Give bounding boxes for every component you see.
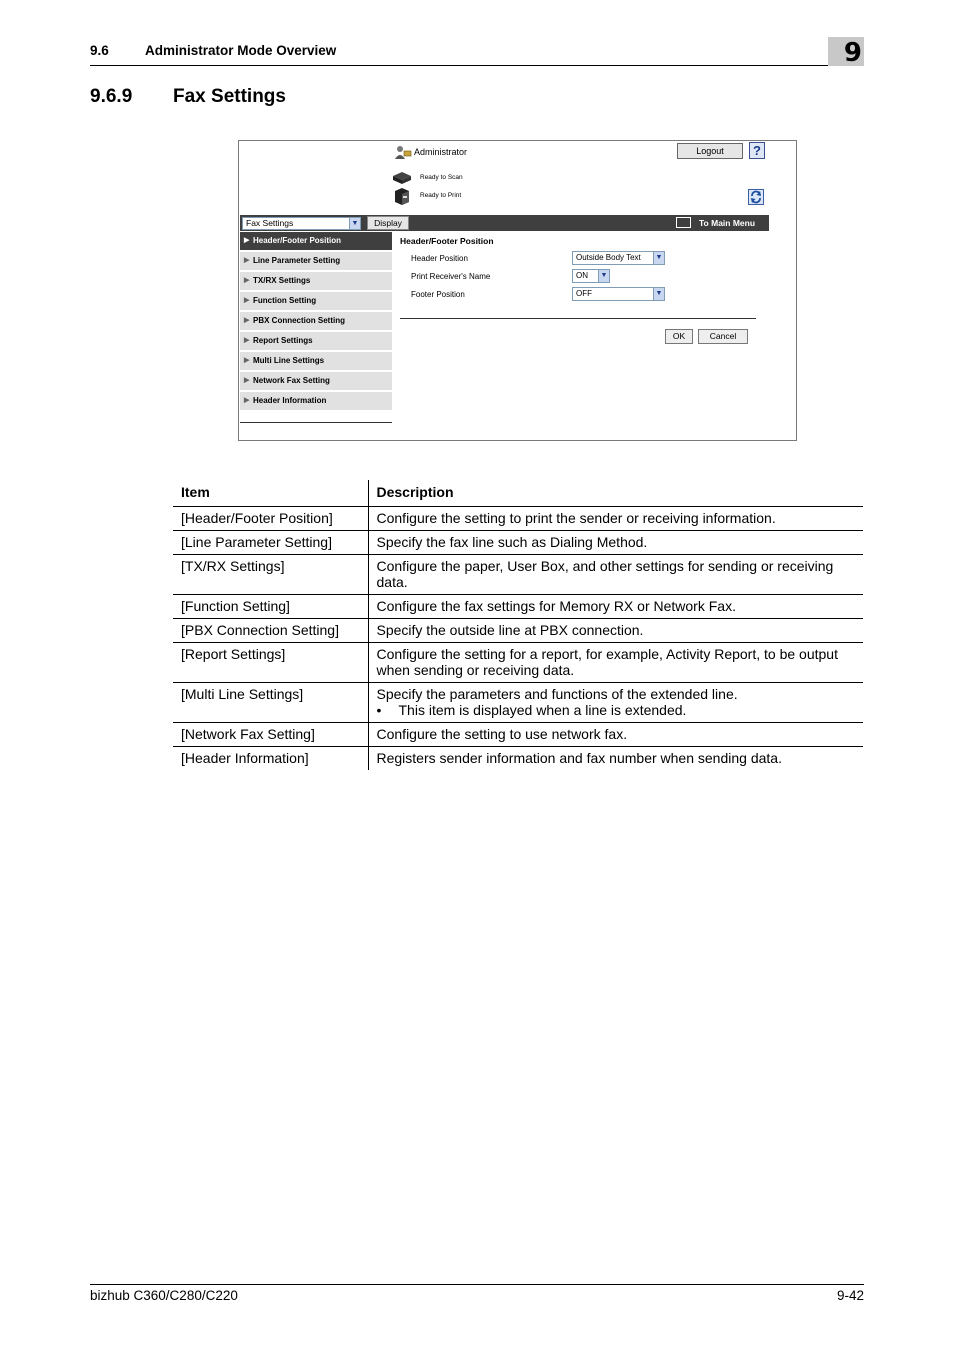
main-menu-icon[interactable] — [676, 217, 691, 228]
table-row — [173, 506, 863, 530]
category-select-value: Fax Settings — [246, 218, 294, 228]
row-item: [Header Information] — [173, 746, 368, 770]
row-item: [Network Fax Setting] — [173, 722, 368, 746]
menu-item-function-setting[interactable] — [240, 292, 392, 310]
footer-position-label: Footer Position — [411, 290, 465, 299]
ok-button[interactable]: OK — [665, 329, 693, 344]
triangle-right-icon: ▶ — [244, 237, 250, 244]
table-row — [173, 746, 863, 770]
menu-item-label: Network Fax Setting — [253, 376, 330, 385]
administrator-label: Administrator — [414, 147, 468, 157]
menu-item-label: TX/RX Settings — [253, 276, 311, 285]
refresh-icon[interactable] — [748, 189, 764, 205]
help-button[interactable]: ? — [749, 142, 765, 159]
logout-button[interactable]: Logout — [677, 143, 743, 159]
heading-number: 9.6.9 — [90, 86, 133, 107]
table-row — [173, 530, 863, 554]
triangle-right-icon: ▶ — [244, 297, 250, 304]
panel-title: Header/Footer Position — [400, 236, 494, 246]
category-select[interactable] — [242, 217, 361, 230]
section-number: 9.6 — [90, 43, 109, 58]
page-number: 9-42 — [836, 1288, 864, 1303]
chevron-down-icon: ▼ — [653, 288, 664, 300]
product-name: bizhub C360/C280/C220 — [90, 1288, 238, 1303]
menu-item-label: Line Parameter Setting — [253, 256, 341, 265]
column-header-description: Description — [368, 480, 863, 506]
triangle-right-icon: ▶ — [244, 317, 250, 324]
administrator-icon — [394, 145, 412, 160]
menu-item-label: Function Setting — [253, 296, 317, 305]
heading-title: Fax Settings — [173, 86, 286, 107]
menu-item-label: Header/Footer Position — [253, 236, 342, 245]
header-position-label: Header Position — [411, 254, 468, 263]
display-button[interactable]: Display — [367, 216, 409, 230]
row-description-cell — [368, 682, 863, 722]
footer-position-select[interactable] — [572, 287, 665, 301]
triangle-right-icon: ▶ — [244, 337, 250, 344]
row-bullet-text: This item is displayed when a line is extended. — [398, 701, 687, 718]
row-item: [Report Settings] — [173, 642, 368, 682]
chevron-down-icon: ▼ — [598, 270, 609, 282]
scan-status: Ready to Scan — [420, 174, 463, 181]
header-position-value: Outside Body Text — [576, 253, 641, 262]
row-item: [PBX Connection Setting] — [173, 618, 368, 642]
table-row — [173, 618, 863, 642]
triangle-right-icon: ▶ — [244, 377, 250, 384]
menu-item-label: Multi Line Settings — [253, 356, 325, 365]
menu-item-label: PBX Connection Setting — [253, 316, 345, 325]
row-bullet-line — [377, 702, 856, 718]
menu-item-pbx-connection-setting[interactable] — [240, 312, 392, 330]
row-description: Specify the parameters and functions of the extended line. — [376, 685, 738, 702]
printer-icon — [392, 188, 412, 205]
chevron-down-icon: ▼ — [653, 252, 664, 264]
triangle-right-icon: ▶ — [244, 257, 250, 264]
web-ui-screenshot — [238, 140, 797, 441]
table-row — [173, 722, 863, 746]
row-description: Configure the setting to print the sender or receiving information. — [368, 506, 863, 530]
menu-item-label: Header Information — [253, 396, 327, 405]
page-footer — [90, 1284, 864, 1303]
print-receivers-name-label: Print Receiver's Name — [411, 272, 491, 281]
section-title: Administrator Mode Overview — [145, 43, 337, 58]
scanner-icon — [392, 170, 412, 186]
to-main-menu-link[interactable]: To Main Menu — [699, 218, 756, 228]
table-row — [173, 642, 863, 682]
table-row — [173, 682, 863, 722]
row-item: [TX/RX Settings] — [173, 554, 368, 594]
bullet-icon: • — [376, 701, 382, 718]
row-item: [Header/Footer Position] — [173, 506, 368, 530]
column-header-item: Item — [173, 480, 368, 506]
menu-item-tx-rx-settings[interactable] — [240, 272, 392, 290]
chapter-number: 9 — [843, 38, 862, 68]
print-status: Ready to Print — [420, 192, 462, 199]
table-row — [173, 594, 863, 618]
row-description: Specify the outside line at PBX connection. — [368, 618, 863, 642]
form-divider — [400, 318, 756, 319]
triangle-right-icon: ▶ — [244, 357, 250, 364]
settings-menu — [240, 232, 392, 412]
footer-position-value: OFF — [576, 289, 592, 298]
cancel-button[interactable]: Cancel — [698, 329, 748, 344]
row-item: [Function Setting] — [173, 594, 368, 618]
row-description: Configure the setting to use network fax. — [368, 722, 863, 746]
menu-item-label: Report Settings — [253, 336, 313, 345]
row-item: [Multi Line Settings] — [173, 682, 368, 722]
menu-item-header-footer-position[interactable] — [240, 232, 392, 250]
menu-item-report-settings[interactable] — [240, 332, 392, 350]
menu-divider — [240, 422, 392, 423]
running-header — [90, 40, 864, 66]
menu-item-multi-line-settings[interactable] — [240, 352, 392, 370]
chevron-down-icon: ▼ — [349, 218, 360, 229]
row-description: Specify the fax line such as Dialing Method. — [368, 530, 863, 554]
row-description: Configure the fax settings for Memory RX or Network Fax. — [368, 594, 863, 618]
header-position-select[interactable] — [572, 251, 665, 265]
triangle-right-icon: ▶ — [244, 397, 250, 404]
print-receivers-name-value: ON — [576, 271, 588, 280]
menu-item-network-fax-setting[interactable] — [240, 372, 392, 390]
triangle-right-icon: ▶ — [244, 277, 250, 284]
menu-item-header-information[interactable] — [240, 392, 392, 410]
print-receivers-name-select[interactable] — [572, 269, 610, 283]
row-item: [Line Parameter Setting] — [173, 530, 368, 554]
table-header-row — [173, 480, 863, 506]
settings-table — [173, 480, 863, 770]
row-description: Configure the paper, User Box, and other settings for sending or receiving data. — [368, 554, 863, 594]
row-description: Configure the setting for a report, for example, Activity Report, to be output when sending or receiving data. — [368, 642, 863, 682]
table-row — [173, 554, 863, 594]
menu-item-line-parameter-setting[interactable] — [240, 252, 392, 270]
row-description: Registers sender information and fax number when sending data. — [376, 749, 782, 766]
